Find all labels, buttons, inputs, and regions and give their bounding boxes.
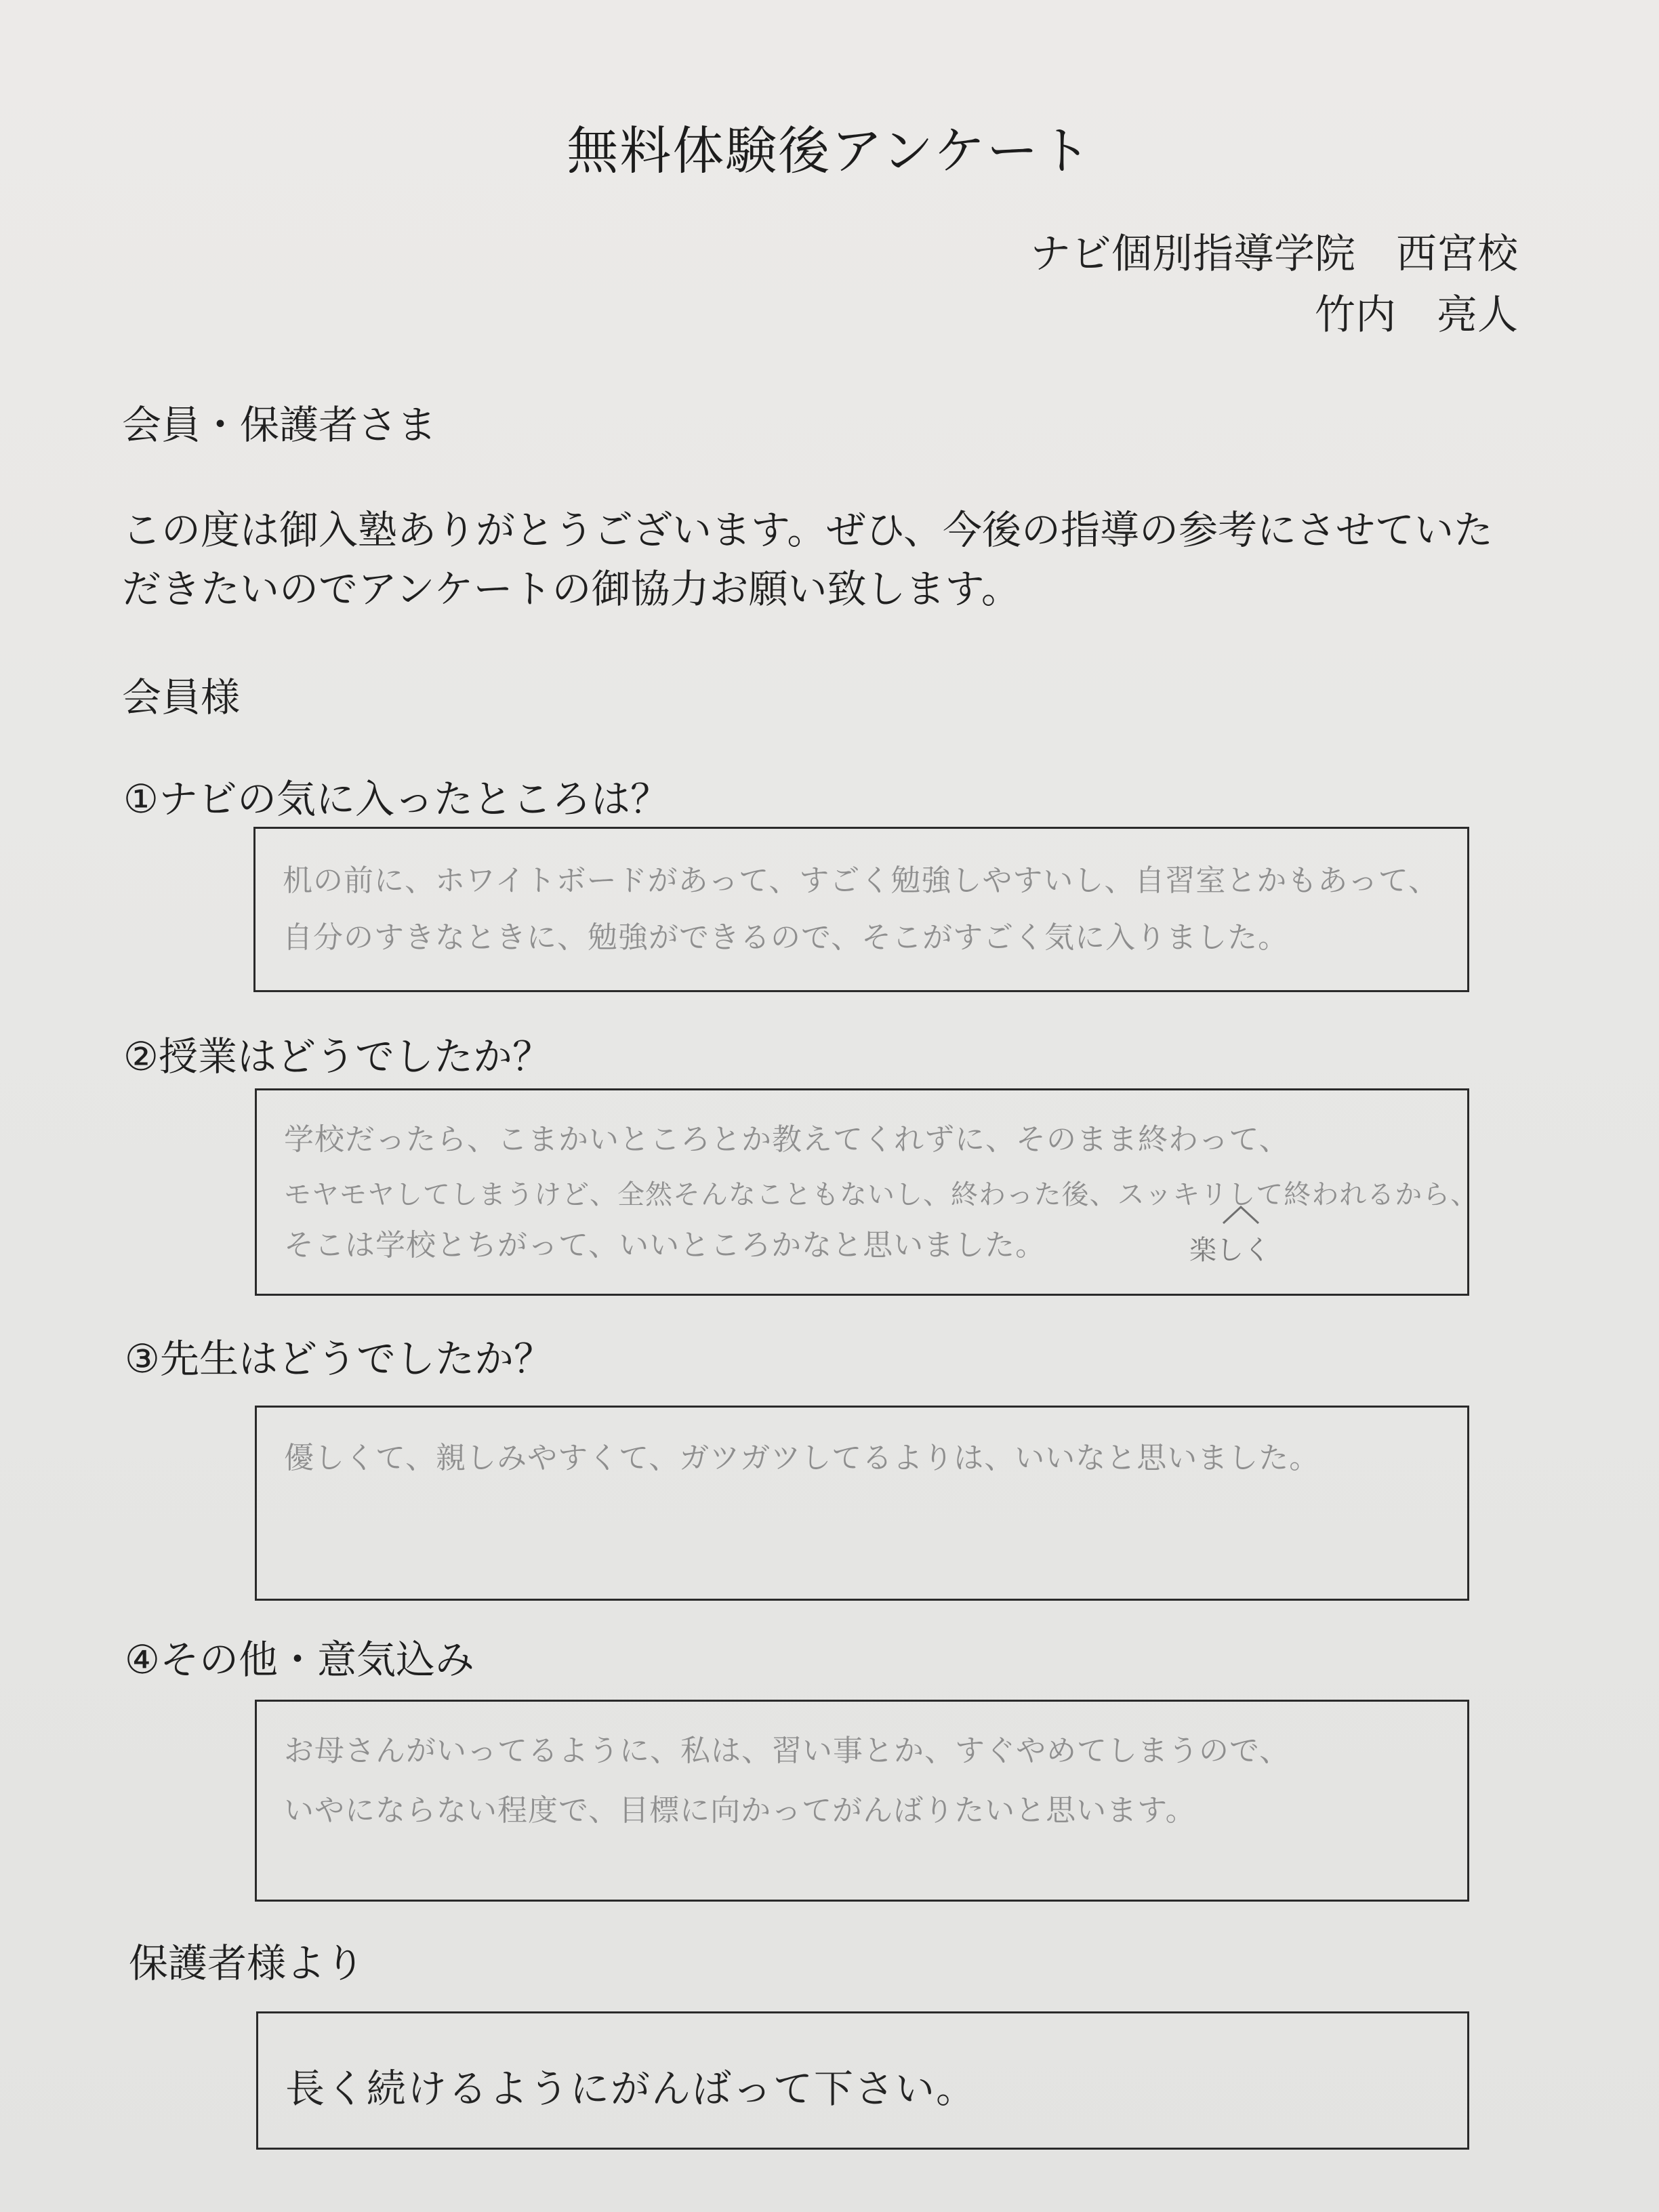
question-2-label: ②授業はどうでしたか？ bbox=[123, 1033, 552, 1080]
insertion-caret-icon bbox=[1221, 1204, 1261, 1225]
question-1-answer-line-1: 机の前に、ホワイトボードがあって、すごく勉強しやすいし、自習室とかもあって、 bbox=[283, 863, 1439, 898]
sender-name: 竹内 亮人 bbox=[1315, 291, 1518, 339]
sender-school: ナビ個別指導学院 西宮校 bbox=[1030, 230, 1518, 278]
question-3-answer-box bbox=[255, 1406, 1469, 1601]
member-heading: 会員様 bbox=[122, 674, 241, 720]
sender-block bbox=[1030, 224, 1518, 346]
question-2-answer-line-3: そこは学校とちがって、いいところかなと思いました。 bbox=[284, 1228, 1046, 1263]
question-2-insertion-note: 楽しく bbox=[1189, 1235, 1271, 1266]
intro-line-1: この度は御入塾ありがとうございます。ぜひ、今後の指導の参考にさせていた bbox=[122, 507, 1494, 553]
question-2-answer-line-1: 学校だったら、こまかいところとか教えてくれずに、そのまま終わって、 bbox=[284, 1122, 1290, 1157]
question-1-answer-line-2: 自分のすきなときに、勉強ができるので、そこがすごく気に入りました。 bbox=[283, 920, 1289, 955]
question-2-answer-box bbox=[255, 1088, 1479, 1296]
question-2-answer-line-2: モヤモヤしてしまうけど、全然そんなこともないし、終わった後、スッキリして終われるから、 bbox=[284, 1179, 1479, 1210]
guardian-answer: 長く続けるようにがんばって下さい。 bbox=[285, 2066, 977, 2112]
question-4-answer-box bbox=[255, 1700, 1469, 1902]
guardian-answer-box bbox=[256, 2011, 1469, 2150]
question-4-label: ④その他・意気込み bbox=[125, 1637, 474, 1683]
question-3-answer-line-1: 優しくて、親しみやすくて、ガツガツしてるよりは、いいなと思いました。 bbox=[284, 1441, 1320, 1475]
question-1-label: ①ナビの気に入ったところは？ bbox=[123, 776, 670, 822]
question-4-answer-line-2: いやにならない程度で、目標に向かってがんばりたいと思います。 bbox=[284, 1793, 1196, 1828]
intro-line-2: だきたいのでアンケートの御協力お願い致します。 bbox=[122, 566, 1021, 612]
question-1-answer-box bbox=[253, 827, 1469, 992]
question-3-label: ③先生はどうでしたか？ bbox=[125, 1336, 553, 1382]
document-title: 無料体験後アンケート bbox=[567, 121, 1092, 181]
question-4-answer-line-1: お母さんがいってるように、私は、習い事とか、すぐやめてしまうので、 bbox=[284, 1734, 1290, 1768]
salutation: 会員・保護者さま bbox=[122, 402, 437, 448]
guardian-label: 保護者様より bbox=[129, 1940, 365, 1986]
